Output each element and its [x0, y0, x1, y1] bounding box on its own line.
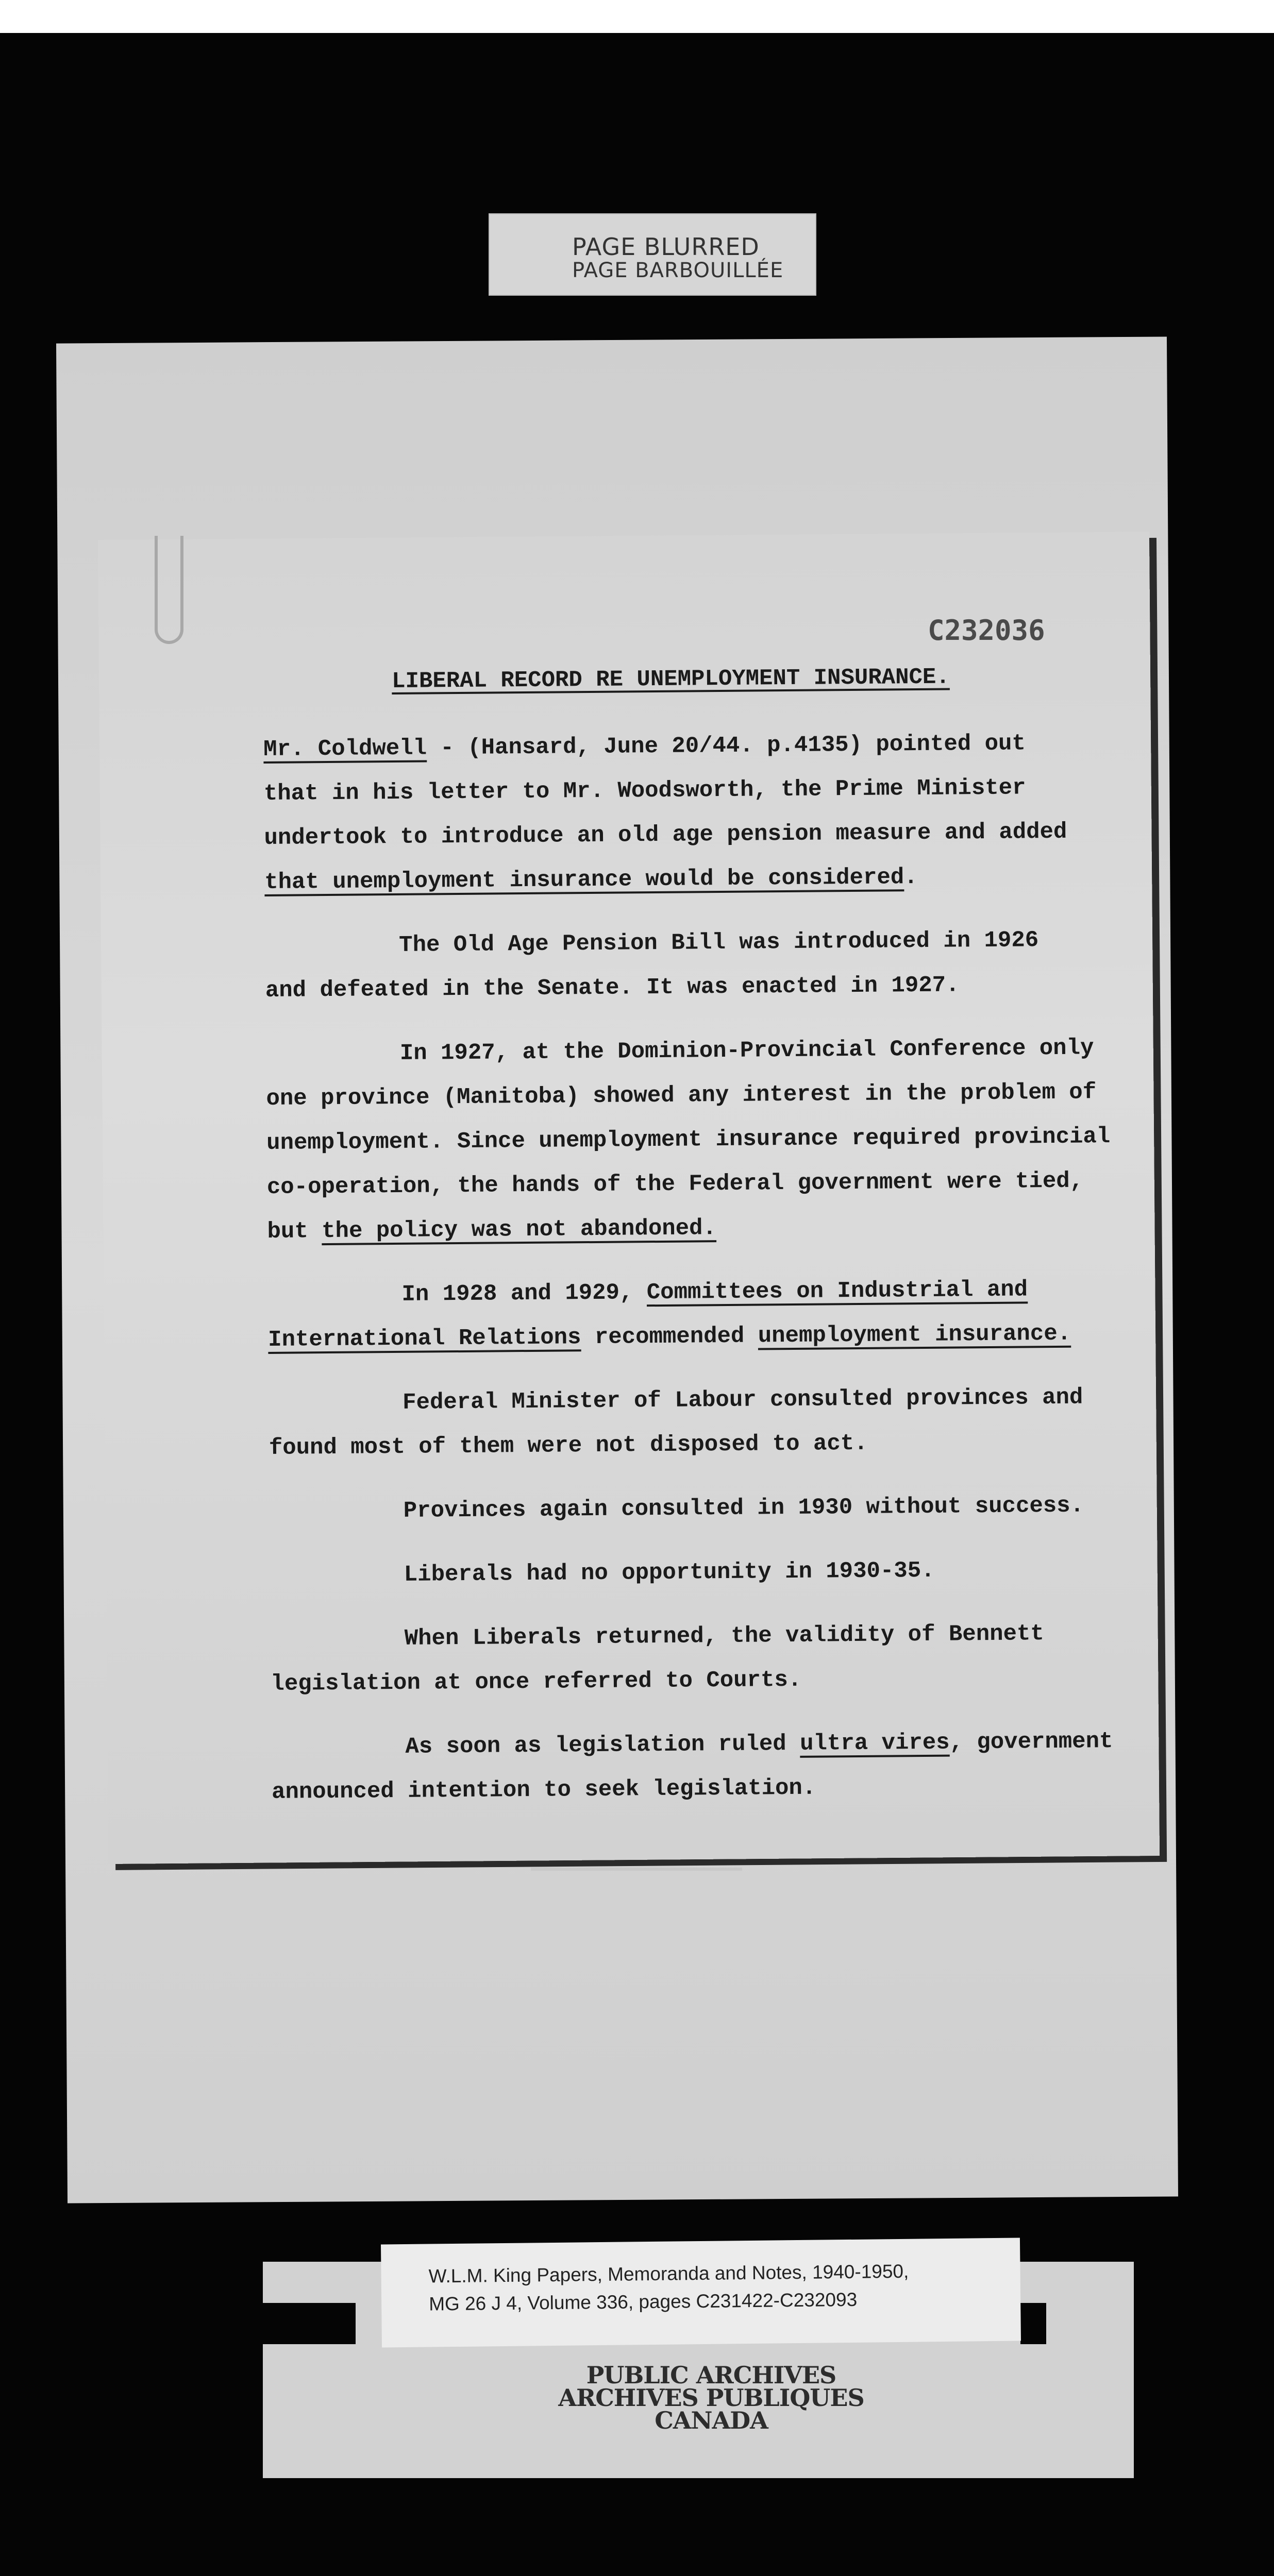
paragraph-pension-bill: [265, 918, 1142, 1013]
p6-line1: Provinces again consulted in 1930 without success.: [403, 1493, 1084, 1524]
paragraph-bennett-legislation: [270, 1611, 1147, 1706]
p5-line2: found most of them were not disposed to act.: [269, 1430, 868, 1461]
blur-notice-french: PAGE BARBOUILLÉE: [572, 259, 784, 282]
sheet-edge-line: [531, 1868, 742, 1871]
p4-line1: [267, 1267, 1144, 1318]
p1-line2: that in his letter to Mr. Woodsworth, the Prime Minister: [263, 775, 1026, 807]
credit-line2: MG 26 J 4, Volume 336, pages C231422-C232093: [428, 2289, 858, 2315]
p4-line2-mid: recommended: [581, 1323, 758, 1351]
document-heading: LIBERAL RECORD RE UNEMPLOYMENT INSURANCE.: [391, 664, 950, 695]
paragraph-conference-1927: [266, 1026, 1144, 1254]
p4-underlined-insurance: unemployment insurance.: [758, 1320, 1071, 1349]
stamp-line3: CANADA: [655, 2406, 768, 2434]
p1-line1-rest: - (Hansard, June 20/44. p.4135) pointed out: [426, 731, 1026, 761]
p3-line5: [267, 1203, 1144, 1254]
p3-underlined-phrase: the policy was not abandoned.: [321, 1215, 717, 1245]
p1-line4-end: .: [904, 865, 918, 891]
p3-line4: co-operation, the hands of the Federal government were tied,: [266, 1168, 1084, 1200]
p3-line1: In 1927, at the Dominion-Provincial Conference only: [399, 1035, 1094, 1066]
p9-underlined-ultra-vires: ultra vires: [799, 1730, 950, 1757]
p3-line3: unemployment. Since unemployment insurance required provincial: [266, 1124, 1111, 1156]
p3-line5-start: but: [267, 1218, 322, 1245]
paragraph-ultra-vires: [271, 1719, 1148, 1815]
p9-line1-end: , government: [949, 1728, 1113, 1756]
p3-line2: one province (Manitoba) showed any interest in the problem of: [266, 1079, 1097, 1112]
stamp-line1: PUBLIC ARCHIVES: [586, 2361, 836, 2389]
p9-line2: announced intention to seek legislation.: [271, 1775, 816, 1805]
p1-line3: undertook to introduce an old age pension measure and added: [264, 819, 1067, 851]
p9-line1: [271, 1719, 1148, 1770]
p7-line1: Liberals had no opportunity in 1930-35.: [404, 1557, 935, 1588]
p5-line1: Federal Minister of Labour consulted provinces and: [402, 1384, 1083, 1416]
page-blurred-notice: [489, 213, 816, 296]
p1-underlined-phrase: that unemployment insurance would be considered: [264, 865, 904, 895]
paragraph-minister-of-labour: [269, 1375, 1145, 1470]
page-number: C232036: [928, 614, 1045, 647]
archives-stamp: [515, 2361, 907, 2434]
p4-underlined-committees: Committees on Industrial and: [646, 1277, 1028, 1306]
source-credit-label: [381, 2238, 1021, 2348]
p4-line2: [268, 1311, 1145, 1362]
p2-line1: The Old Age Pension Bill was introduced in 1926: [399, 927, 1039, 958]
paragraph-provinces-1930: [270, 1483, 1146, 1534]
document-body: [263, 663, 1148, 1834]
speaker-name: Mr. Coldwell: [263, 735, 427, 762]
p9-line1-start: As soon as legislation ruled: [405, 1731, 800, 1760]
paper-clip-icon: [155, 536, 183, 644]
paragraph-coldwell: [263, 721, 1141, 905]
paragraph-committees: [267, 1267, 1144, 1362]
credit-line1: W.L.M. King Papers, Memoranda and Notes, 1940-1950,: [428, 2260, 909, 2287]
credit-tab-left: [263, 2303, 356, 2344]
p1-line4: [264, 854, 1141, 905]
p4-line1-start: In 1928 and 1929,: [401, 1280, 647, 1308]
p4-underlined-relations: International Relations: [268, 1325, 581, 1353]
p1-line1: [263, 721, 1140, 772]
credit-tab-right: [1020, 2303, 1046, 2344]
p2-line2: and defeated in the Senate. It was enacted in 1927.: [265, 972, 960, 1004]
stamp-line2: ARCHIVES PUBLIQUES: [558, 2384, 864, 2412]
paragraph-no-opportunity: [270, 1547, 1146, 1598]
p8-line2: legislation at once referred to Courts.: [271, 1667, 802, 1697]
blur-notice-english: PAGE BLURRED: [572, 233, 760, 261]
p8-line1: When Liberals returned, the validity of Bennett: [404, 1621, 1044, 1652]
